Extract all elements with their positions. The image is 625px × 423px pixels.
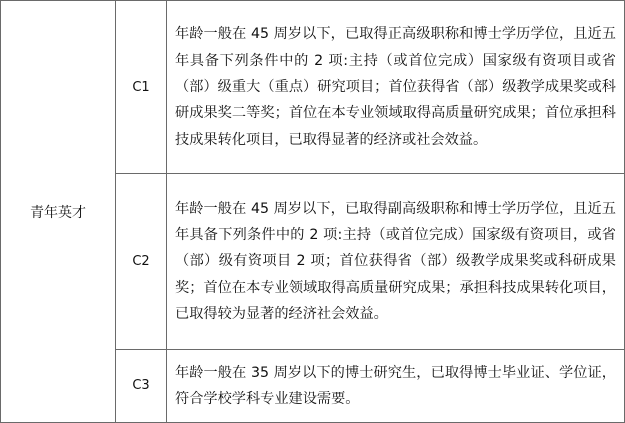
description-cell-c3: 年龄一般在 35 周岁以下的博士研究生，已取得博士毕业证、学位证，符合学校学科专业建设需要。 — [167, 349, 625, 422]
level-cell-c3: C3 — [116, 349, 167, 422]
level-cell-c1: C1 — [116, 1, 167, 174]
level-cell-c2: C2 — [116, 174, 167, 349]
description-cell-c1: 年龄一般在 45 周岁以下，已取得正高级职称和博士学历学位，且近五年具备下列条件中的 2 项:主持（或首位完成）国家级有资项目或省（部）级重大（重点）研究项目；首位获得省（部）级教学成果奖或科研成果奖二等奖；首位在本专业领域取得高质量研究成果；首位承担科技成果转化项目，已取得显著的经济或社会效益。 — [167, 1, 625, 174]
category-cell: 青年英才 — [1, 1, 116, 423]
table-row-c1 — [1, 1, 625, 174]
description-cell-c2: 年龄一般在 45 周岁以下，已取得副高级职称和博士学历学位，且近五年具备下列条件中的 2 项:主持（或首位完成）国家级有资项目，或省（部）级有资项目 2 项；首位获得省（部）级教学成果奖或科研成果奖；首位在本专业领域取得高质量研究成果；承担科技成果转化项目，已取得较为显著的经济社会效益。 — [167, 174, 625, 349]
